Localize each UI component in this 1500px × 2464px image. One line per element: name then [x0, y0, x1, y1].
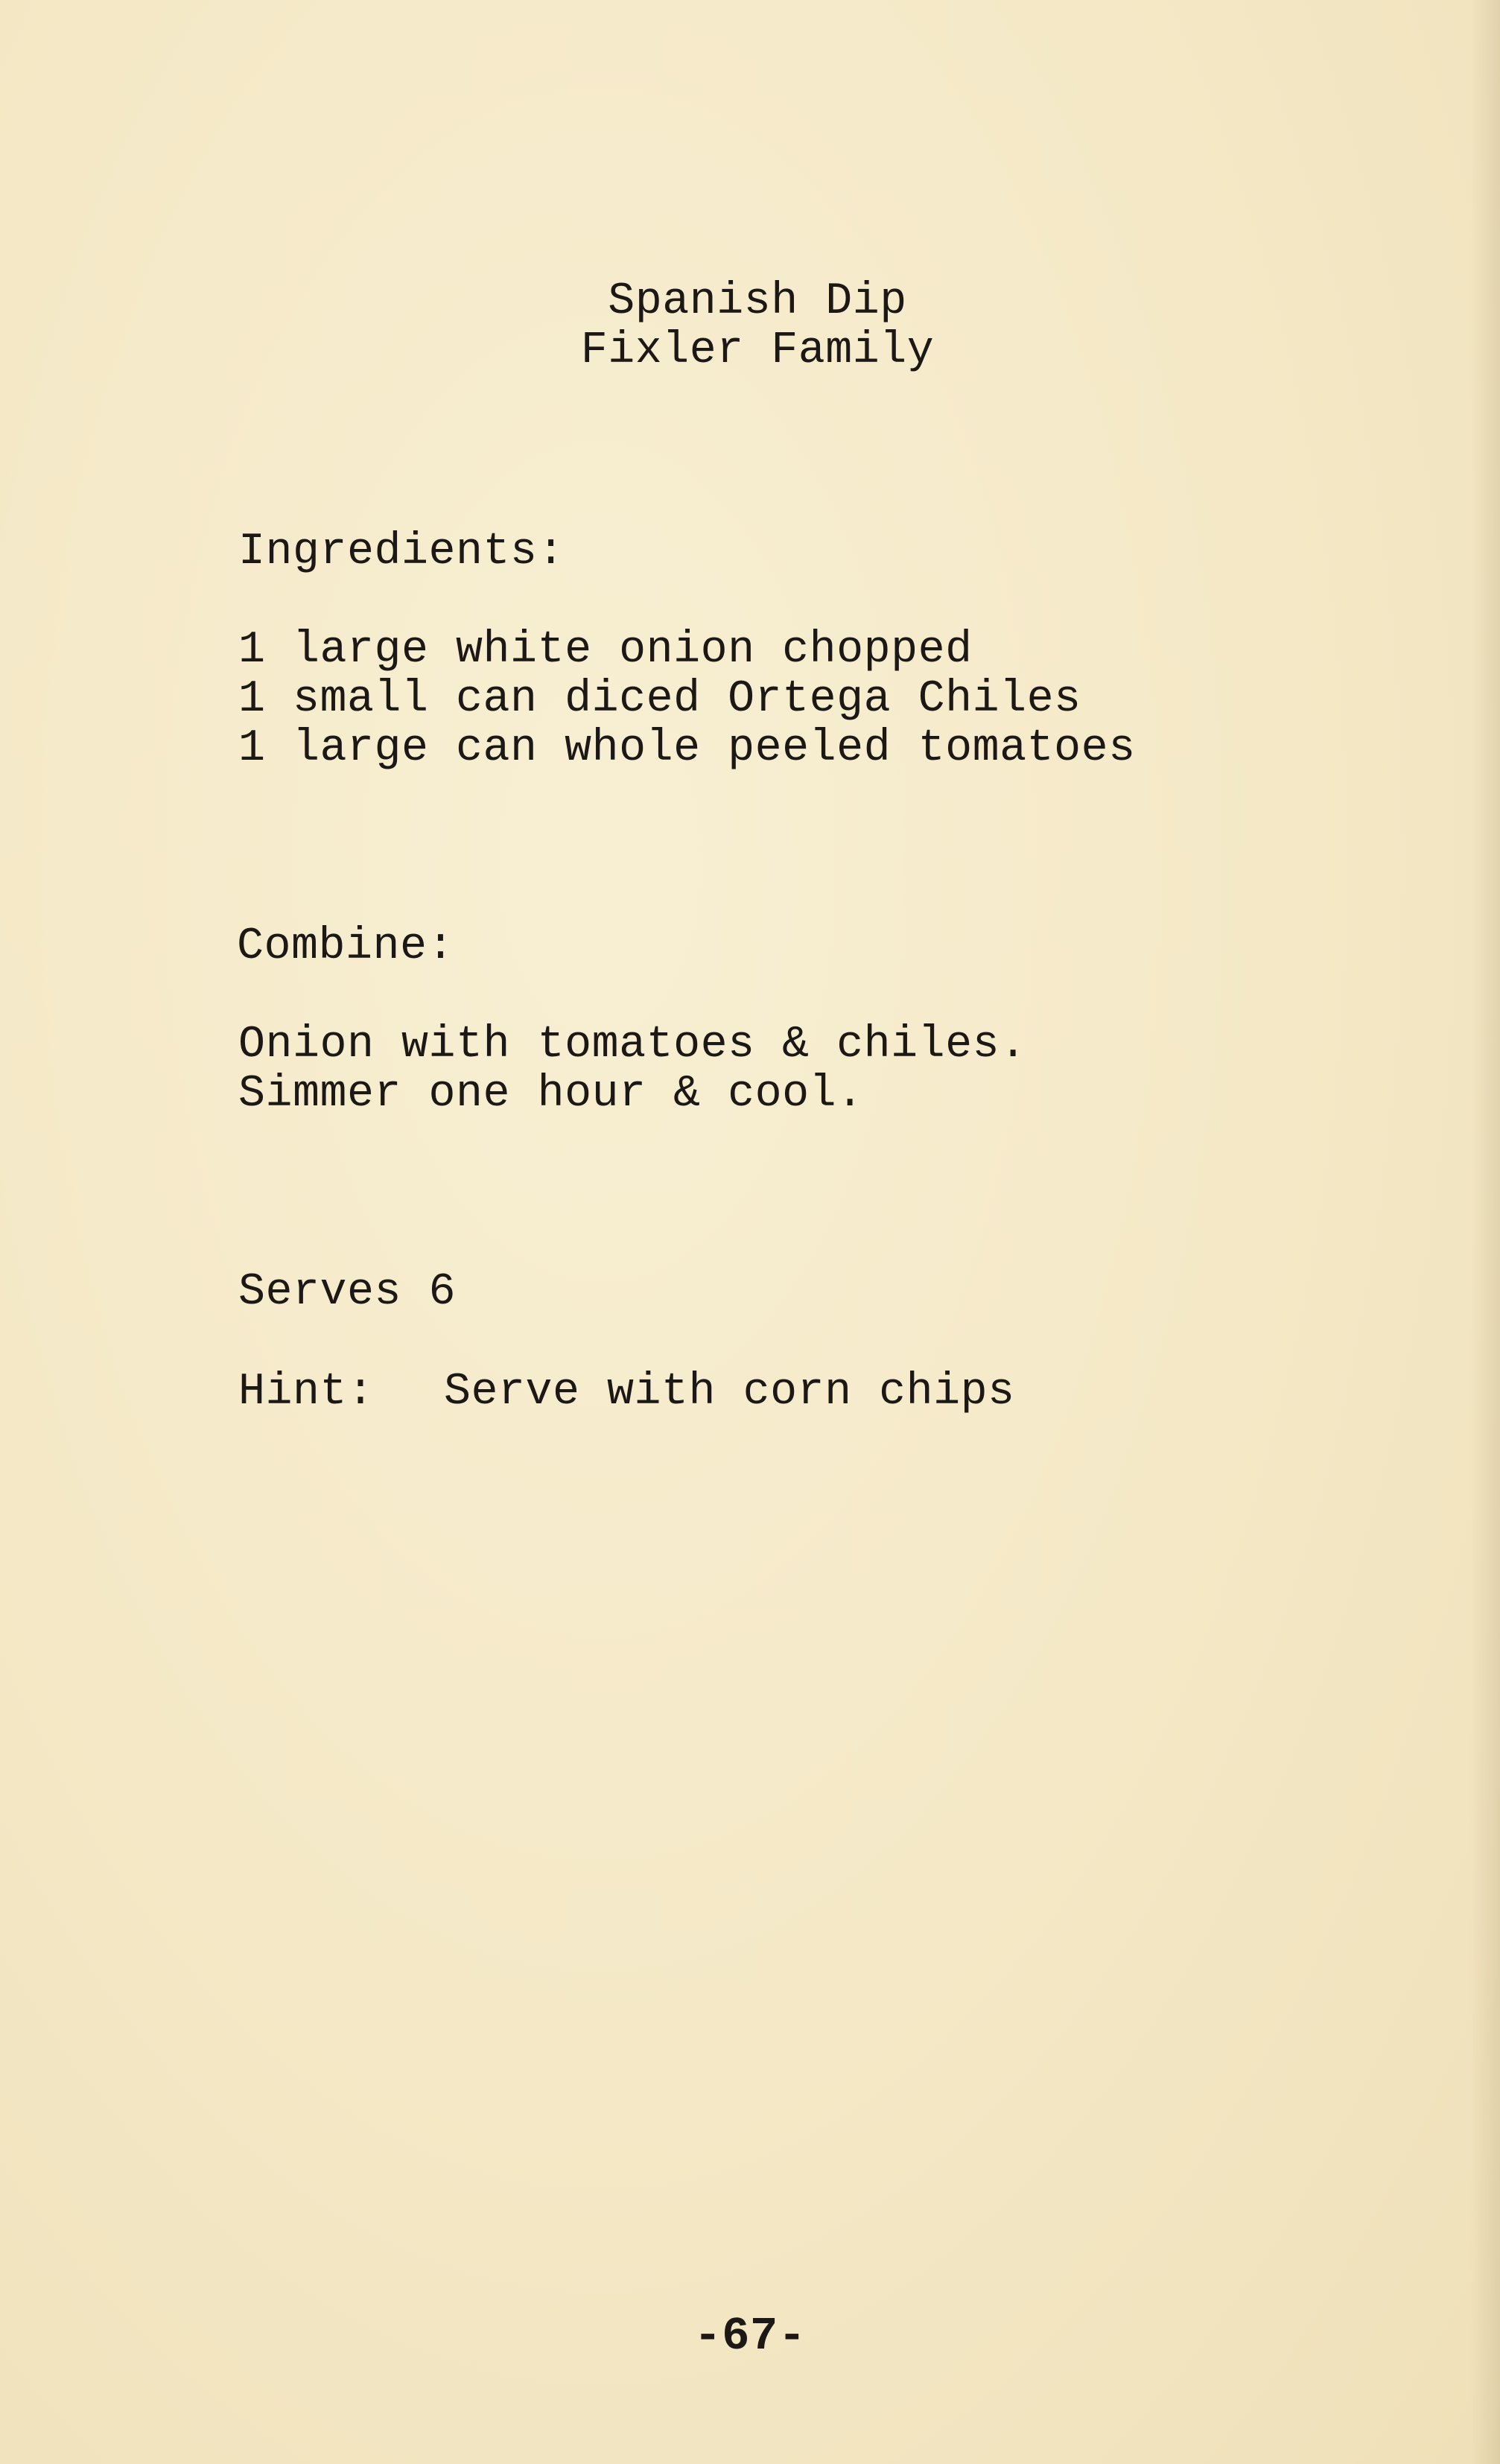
ingredient-item: 1 small can diced Ortega Chiles [238, 674, 1081, 725]
hint-text: Serve with corn chips [444, 1367, 1015, 1417]
recipe-title: Spanish Dip [608, 276, 907, 327]
ingredient-item: 1 large white onion chopped [238, 625, 973, 676]
serves-text: Serves 6 [238, 1267, 457, 1318]
ingredients-heading: Ingredients: [238, 527, 565, 577]
hint-label: Hint: [238, 1367, 375, 1417]
recipe-contributor: Fixler Family [580, 326, 935, 376]
page-number: -67- [693, 2310, 807, 2363]
instruction-line: Onion with tomatoes & chiles. [238, 1020, 1027, 1070]
combine-heading: Combine: [237, 921, 455, 972]
instruction-line: Simmer one hour & cool. [238, 1069, 864, 1120]
ingredient-item: 1 large can whole peeled tomatoes [238, 723, 1136, 774]
